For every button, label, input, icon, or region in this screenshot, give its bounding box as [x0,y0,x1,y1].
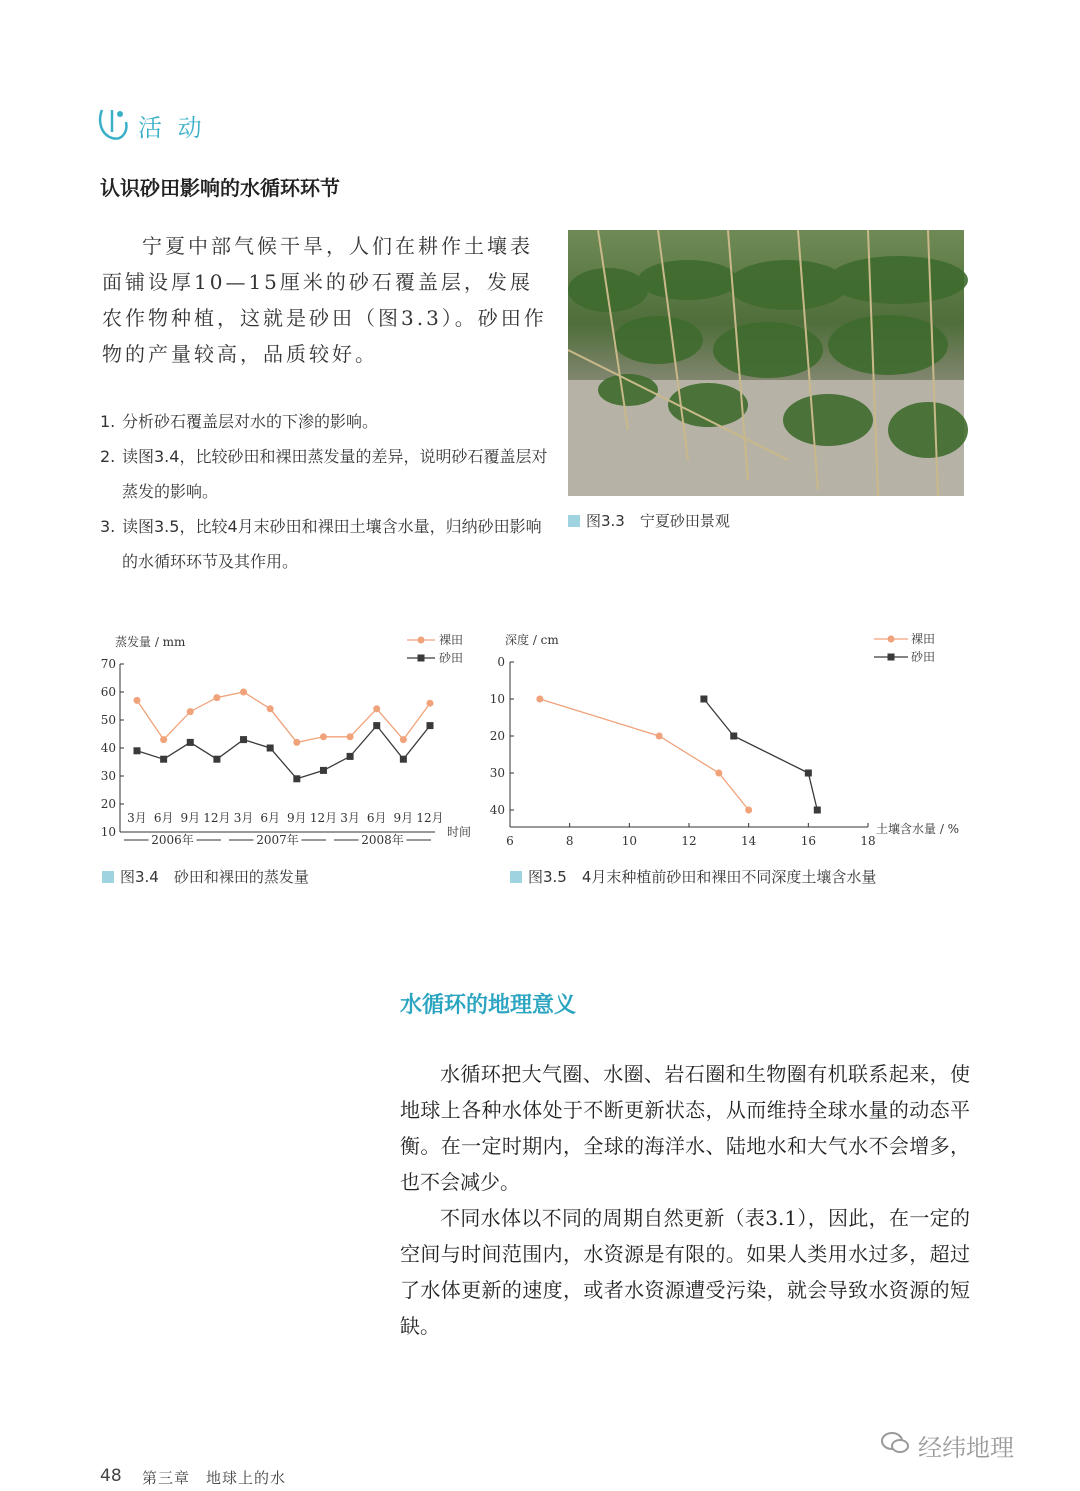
y-axis-label: 蒸发量 / mm [115,635,186,649]
y-tick-label: 40 [100,741,116,755]
section-heading: 认识砂田影响的水循环环节 [100,176,340,200]
wechat-icon [880,1430,910,1462]
chapter-title: 第三章 地球上的水 [142,1469,287,1487]
x-tick-label: 12 [681,834,697,848]
x-tick-label: 18 [860,834,876,848]
x-tick-label: 16 [800,834,816,848]
section-title: 水循环的地理意义 [400,993,577,1018]
data-point [134,747,141,754]
x-tick-label: 3月 [127,811,147,825]
y-tick-label: 10 [100,825,116,839]
caption-text: 图3.4 砂田和裸田的蒸发量 [120,868,309,886]
data-point [293,775,300,782]
activity-label: 活 动 [138,114,206,142]
legend-marker [888,636,895,643]
data-point [134,697,141,704]
question-number: 3. [100,517,116,536]
x-tick-label: 12月 [416,811,444,825]
legend-marker [418,655,425,662]
data-point [730,733,737,740]
x-tick-label: 9月 [393,811,414,825]
soil-moisture-chart [489,620,980,860]
figure-3-5-caption [510,866,876,887]
figure-3-3-caption [568,510,730,531]
data-point [267,745,274,752]
legend-marker [418,637,425,644]
x-tick-label: 3月 [340,811,360,825]
paragraph: 水循环把大气圈、水圈、岩石圈和生物圈有机联系起来，使地球上各种水体处于不断更新状态，从而维持全球水量的动态平衡。在一定时期内，全球的海洋水、陆地水和大气水不会增多，也不会减少。 [400,1062,970,1194]
year-label: 2007年 [256,833,299,847]
caption-marker [102,871,114,883]
question-text: 分析砂石覆盖层对水的下渗的影响。 [122,412,379,431]
data-point [656,733,663,740]
data-point [240,689,247,696]
y-tick-label: 0 [497,655,505,669]
y-tick-label: 70 [100,657,116,671]
legend-label: 砂田 [439,651,464,665]
question-list [100,404,550,579]
year-label: 2008年 [361,833,404,847]
x-tick-label: 12月 [203,811,231,825]
data-point [240,736,247,743]
legend-label: 砂田 [911,650,936,664]
data-point [213,694,220,701]
data-point [187,739,194,746]
figure-3-4-caption [102,866,309,887]
evaporation-chart [95,620,485,860]
data-point [160,736,167,743]
data-point [160,756,167,763]
data-point [400,756,407,763]
sand-field-photo [568,230,964,496]
y-tick-label: 40 [489,803,505,817]
paragraph: 不同水体以不同的周期自然更新（表3.1），因此，在一定的空间与时间范围内，水资源是有限的。如果人类用水过多，超过了水体更新的速度，或者水资源遭受污染，就会导致水资源的短缺。 [400,1206,970,1338]
data-point [700,696,707,703]
question-number: 1. [100,412,116,431]
activity-icon [96,104,132,148]
list-item [100,509,550,579]
data-point [213,756,220,763]
data-point [320,733,327,740]
data-point [536,696,543,703]
watermark [880,1428,1014,1463]
y-tick-label: 20 [100,797,116,811]
x-tick-label: 6月 [153,811,174,825]
caption-text: 图3.3 宁夏砂田景观 [586,512,730,530]
data-point [373,722,380,729]
caption-marker [510,871,522,883]
data-point [347,733,354,740]
x-tick-label: 6 [506,834,514,848]
y-tick-label: 60 [100,685,116,699]
list-item [100,439,550,509]
data-point [320,767,327,774]
series-line-砂田 [137,726,430,779]
y-tick-label: 50 [100,713,116,727]
x-tick-label: 9月 [286,811,307,825]
data-point [745,807,752,814]
data-point [267,705,274,712]
data-point [347,753,354,760]
caption-marker [568,515,580,527]
series-line-砂田 [704,699,817,810]
page-number: 48 [100,1466,122,1486]
body-text [400,1056,970,1344]
list-item [100,404,550,439]
x-tick-label: 9月 [180,811,201,825]
legend-marker [888,654,895,661]
question-number: 2. [100,447,116,466]
x-tick-label: 12月 [309,811,338,825]
x-tick-label: 10 [621,834,637,848]
data-point [805,770,812,777]
y-tick-label: 30 [489,766,505,780]
x-axis-label: 土壤含水量 / % [876,822,960,836]
x-tick-label: 3月 [233,811,254,825]
data-point [400,736,407,743]
data-point [715,770,722,777]
data-point [293,739,300,746]
x-tick-label: 8 [565,834,574,848]
legend-label: 裸田 [439,633,464,647]
intro-paragraph: 宁夏中部气候干旱，人们在耕作土壤表面铺设厚10—15厘米的砂石覆盖层，发展农作物种植，这就是砂田（图3.3）。砂田作物的产量较高，品质较好。 [102,234,547,366]
data-point [373,705,380,712]
y-tick-label: 10 [489,692,505,706]
caption-text: 图3.5 4月末种植前砂田和裸田不同深度土壤含水量 [528,868,877,886]
y-tick-label: 20 [489,729,505,743]
x-tick-label: 6月 [260,811,281,825]
series-line-裸田 [137,692,430,742]
year-label: 2006年 [151,833,194,847]
watermark-text: 经纬地理 [918,1434,1014,1462]
y-axis-label: 深度 / cm [505,633,559,647]
x-tick-label: 14 [741,834,757,848]
data-point [187,708,194,715]
data-point [814,807,821,814]
x-axis-label: 时间 [447,825,472,839]
data-point [427,722,434,729]
y-tick-label: 30 [100,769,116,783]
x-tick-label: 6月 [366,811,387,825]
data-point [427,700,434,707]
legend-label: 裸田 [911,632,936,646]
question-text: 读图3.4，比较砂田和裸田蒸发量的差异，说明砂石覆盖层对蒸发的影响。 [122,447,548,501]
question-text: 读图3.5，比较4月末砂田和裸田土壤含水量，归纳砂田影响的水循环环节及其作用。 [122,517,542,571]
